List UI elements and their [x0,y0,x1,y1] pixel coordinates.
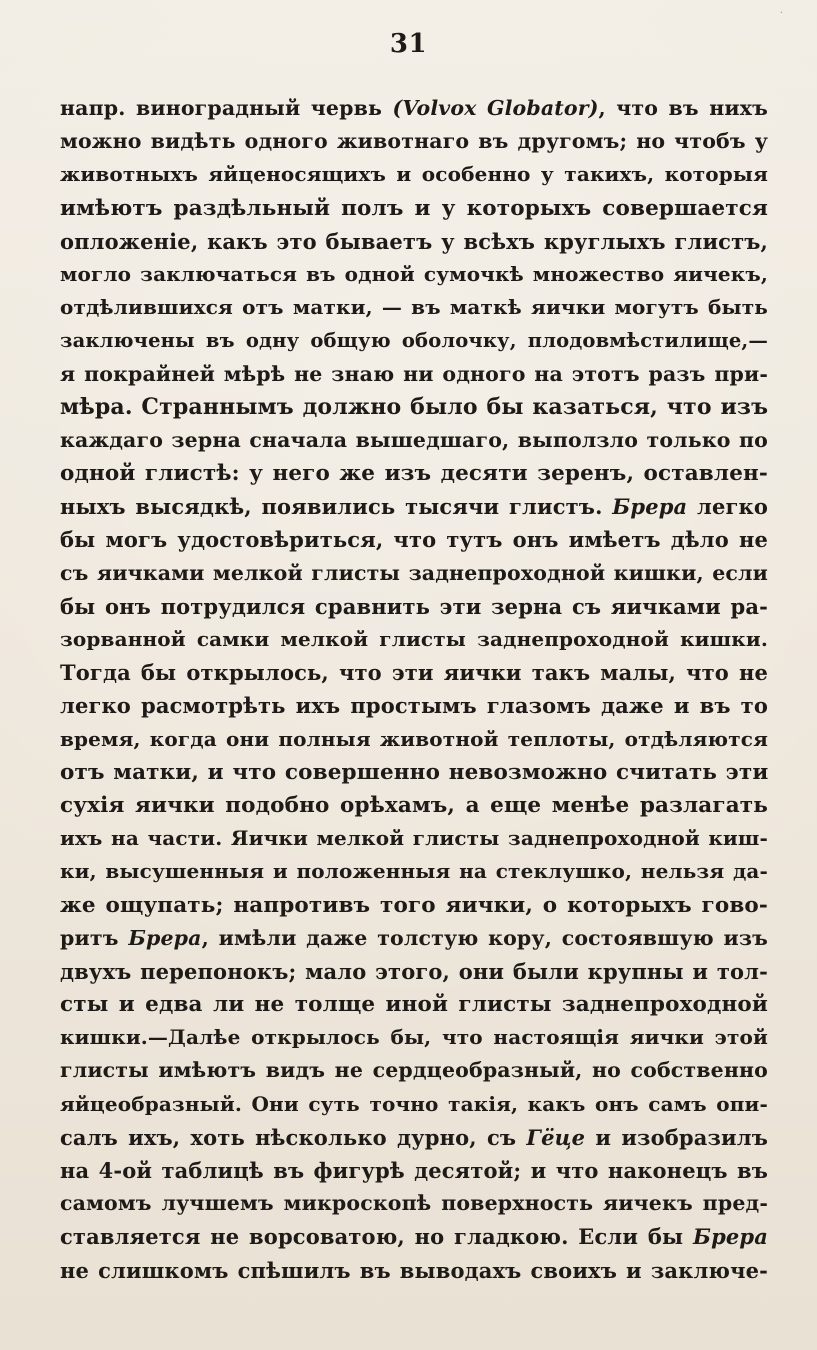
text-segment: , имѣли даже толстую кору, состоявшую изъ [201,925,768,950]
text-line [60,1154,768,1187]
text-line [60,689,768,722]
text-line [60,1254,768,1287]
text-segment: каждаго зерна сначала вышедшаго, выползло только по [60,427,768,452]
text-line [60,789,768,822]
text-line [60,756,768,789]
text-segment: ихъ на части. Яички мелкой глисты заднепроходной киш- [60,826,768,851]
text-line [60,1220,768,1253]
text-segment: ритъ [60,925,129,950]
italic-segment: Гёце [526,1124,586,1150]
text-segment: зорванной самки мелкой глисты заднепроходной кишки. [60,627,768,651]
text-segment: легко [687,494,769,520]
text-segment: яйцеобразный. Они суть точно такія, какъ онъ самъ опи- [60,1091,768,1116]
text-segment: заключены въ одну общую оболочку, плодовмѣстилище,— [60,329,768,353]
text-line [60,291,768,324]
text-segment: время, когда они полныя животной теплоты, отдѣляются [60,726,768,751]
text-line [60,225,768,258]
text-line [60,358,768,391]
text-segment: глисты имѣютъ видъ не сердцеобразный, но собственно [60,1058,768,1083]
text-line [60,490,768,523]
text-segment: Тогда бы открылось, что эти яички такъ малы, что не [60,660,768,686]
text-line [60,457,768,490]
text-segment: не слишкомъ спѣшилъ въ выводахъ своихъ и заключе- [60,1257,768,1283]
text-line [60,125,768,158]
text-line [60,922,768,955]
text-line [60,1021,768,1054]
text-line [60,855,768,888]
text-segment: ныхъ высядкѣ, появились тысячи глистъ. [60,494,613,520]
text-segment: же ощупать; напротивъ того яички, о которыхъ гово- [60,892,768,918]
italic-segment: (Volvox Globator) [392,96,599,120]
text-segment: напр. виноградный червь [60,96,393,120]
text-segment: ки, высушенныя и положенныя на стеклушко, нельзя да- [60,859,768,884]
italic-segment: Брера [128,925,202,950]
text-line [60,1054,768,1087]
text-line [60,258,768,291]
text-segment: опложеніе, какъ это бываетъ у всѣхъ круглыхъ глистъ, [60,228,768,254]
text-segment: и изобразилъ [585,1124,768,1150]
text-line [60,656,768,689]
text-line [60,723,768,756]
text-segment: на 4-ой таблицѣ въ фигурѣ десятой; и что наконецъ въ [60,1158,768,1183]
text-segment: отдѣлившихся отъ матки, — въ маткѣ яички могутъ быть [60,295,768,320]
text-segment: могло заключаться въ одной сумочкѣ множество яичекъ, [60,261,768,286]
text-segment: кишки.—Далѣе открылось бы, что настоящія яички этой [60,1025,768,1050]
text-segment: животныхъ яйценосящихъ и особенно у такихъ, которыя [60,162,768,187]
text-segment: легко расмотрѣть ихъ простымъ глазомъ даже и въ то [60,693,768,719]
text-line [60,424,768,457]
text-line [60,324,768,357]
text-line [60,988,768,1021]
text-line [60,391,768,424]
text-segment: салъ ихъ, хоть нѣсколько дурно, съ [60,1124,527,1150]
text-segment: самомъ лучшемъ микроскопѣ поверхность яичекъ пред- [60,1191,768,1216]
text-segment: одной глистѣ: у него же изъ десяти зеренъ, оставлен- [60,461,768,487]
text-line [60,192,768,225]
text-segment: сухія яички подобно орѣхамъ, а еще менѣе разлагать [60,792,768,818]
text-segment: сты и едва ли не толще иной глисты заднепроходной [60,992,768,1018]
text-line [60,623,768,656]
text-segment: съ яичками мелкой глисты заднепроходной кишки, если [60,560,768,585]
text-line [60,822,768,855]
text-segment: я покрайней мѣрѣ не знаю ни одного на этотъ разъ при- [60,361,768,386]
page-number: 31 [389,29,428,59]
text-line [60,590,768,623]
text-line [60,523,768,556]
text-line [60,1088,768,1121]
page-corner-mark: · [779,8,783,19]
text-line [60,955,768,988]
text-line [60,889,768,922]
text-segment: ставляется не ворсоватою, но гладкою. Если бы [60,1224,693,1250]
italic-segment: Брера [692,1224,768,1250]
text-segment: мѣра. Страннымъ должно было бы казаться, что изъ [60,393,769,420]
text-segment: можно видѣть одного животнаго въ другомъ; но чтобъ у [60,129,768,154]
text-segment: бы могъ удостовѣриться, что тутъ онъ имѣетъ дѣло не [60,527,768,553]
text-line [60,158,768,191]
italic-segment: Брера [612,494,688,520]
text-segment: бы онъ потрудился сравнить эти зерна съ яичками ра- [60,593,768,619]
text-segment: отъ матки, и что совершенно невозможно считать эти [60,759,769,785]
text-segment: имѣютъ раздѣльный полъ и у которыхъ совершается [60,195,768,221]
text-line [60,1121,768,1154]
text-line [60,557,768,590]
text-segment: , что въ нихъ [598,96,768,120]
text-line [60,92,768,125]
text-segment: двухъ перепонокъ; мало этого, они были крупны и тол- [60,958,768,984]
text-line [60,1187,768,1220]
page-body-text [60,92,768,1287]
